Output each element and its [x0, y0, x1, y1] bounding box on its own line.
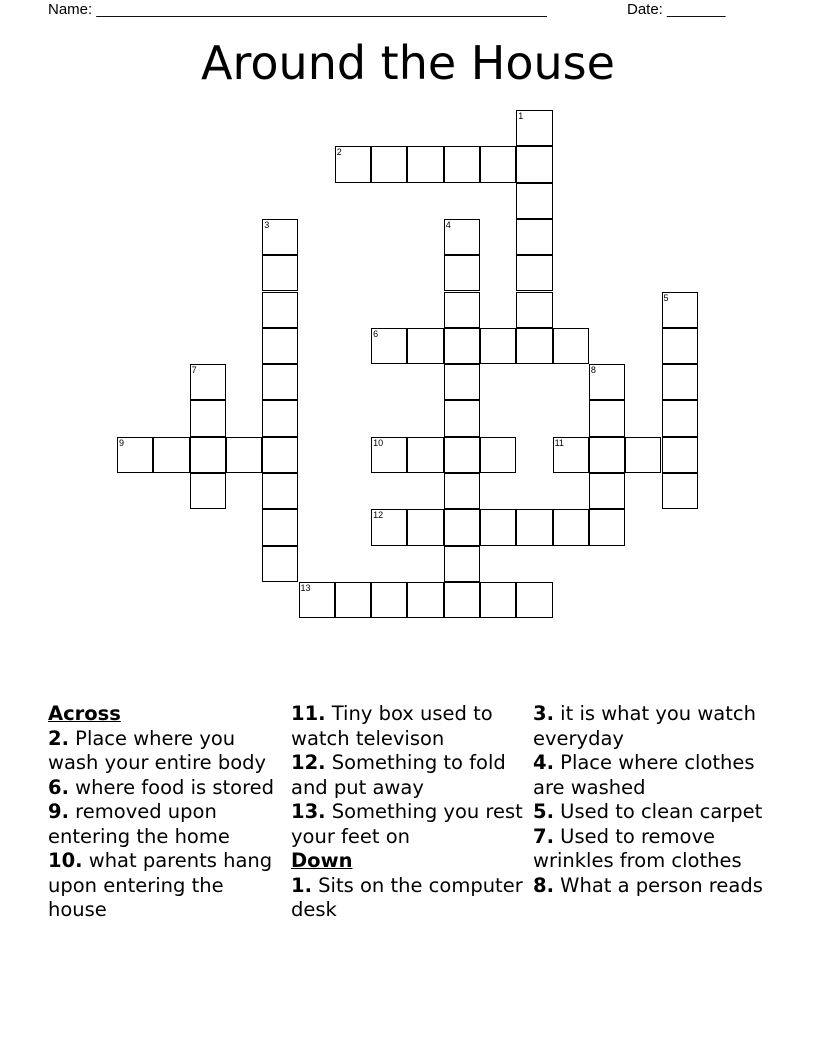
grid-cell[interactable] [190, 364, 226, 400]
grid-cell[interactable] [589, 509, 625, 545]
clue-down-1: 1. Sits on the computer desk [291, 873, 523, 921]
grid-cell[interactable] [589, 400, 625, 436]
clues-column-2 [291, 702, 531, 923]
clue-down-4: 4. Place where clothes are washed [533, 751, 755, 799]
clue-across-11: 11. Tiny box used to watch televison [291, 702, 493, 750]
clue-across-2: 2. Place where you wash your entire body [48, 726, 267, 774]
clue-down-7: 7. Used to remove wrinkles from clothes [533, 824, 742, 872]
grid-cell[interactable] [190, 437, 226, 473]
grid-cell[interactable] [662, 364, 698, 400]
grid-cell[interactable] [407, 328, 443, 364]
grid-cell[interactable] [662, 473, 698, 509]
grid-cell[interactable] [371, 437, 407, 473]
clue-across-13: 13. Something you rest your feet on [291, 800, 523, 848]
grid-cell[interactable] [662, 400, 698, 436]
grid-cell[interactable] [299, 582, 335, 618]
grid-cell[interactable] [480, 509, 516, 545]
grid-cell[interactable] [444, 219, 480, 255]
grid-cell[interactable] [553, 509, 589, 545]
date-field[interactable]: Date: _______ [627, 1, 726, 18]
clue-across-9: 9. removed upon entering the home [48, 800, 230, 848]
grid-cell[interactable] [190, 473, 226, 509]
grid-cell[interactable] [516, 509, 552, 545]
grid-cell[interactable] [480, 437, 516, 473]
cell-number: 10 [373, 437, 384, 448]
grid-cell[interactable] [662, 437, 698, 473]
cell-number: 8 [590, 365, 596, 376]
grid-cell[interactable] [516, 255, 552, 291]
grid-cell[interactable] [190, 400, 226, 436]
across-heading: Across [48, 702, 121, 725]
cell-number: 2 [336, 147, 342, 158]
grid-cell[interactable] [262, 219, 298, 255]
grid-cell[interactable] [444, 582, 480, 618]
grid-cell[interactable] [371, 328, 407, 364]
grid-cell[interactable] [444, 146, 480, 182]
clue-down-5: 5. Used to clean carpet [533, 800, 763, 823]
grid-cell[interactable] [444, 546, 480, 582]
grid-cell[interactable] [262, 473, 298, 509]
grid-cell[interactable] [516, 146, 552, 182]
grid-cell[interactable] [480, 328, 516, 364]
clue-down-8: 8. What a person reads [533, 873, 763, 897]
cell-number: 6 [373, 328, 379, 339]
down-heading: Down [291, 849, 353, 872]
grid-cell[interactable] [407, 146, 443, 182]
grid-cell[interactable] [117, 437, 153, 473]
grid-cell[interactable] [262, 437, 298, 473]
cell-number: 5 [663, 292, 669, 303]
grid-cell[interactable] [444, 473, 480, 509]
cell-number: 9 [119, 437, 125, 448]
grid-cell[interactable] [262, 255, 298, 291]
grid-cell[interactable] [444, 509, 480, 545]
grid-cell[interactable] [589, 437, 625, 473]
page-title: Around the House [201, 36, 615, 90]
grid-cell[interactable] [407, 582, 443, 618]
grid-cell[interactable] [516, 582, 552, 618]
grid-cell[interactable] [444, 364, 480, 400]
clues-column-3 [533, 702, 773, 898]
cell-number: 4 [445, 219, 451, 230]
grid-cell[interactable] [480, 146, 516, 182]
grid-cell[interactable] [662, 292, 698, 328]
grid-cell[interactable] [262, 364, 298, 400]
grid-cell[interactable] [262, 292, 298, 328]
cell-number: 7 [191, 365, 197, 376]
grid-cell[interactable] [589, 364, 625, 400]
grid-cell[interactable] [625, 437, 661, 473]
grid-cell[interactable] [335, 582, 371, 618]
grid-cell[interactable] [226, 437, 262, 473]
cell-number: 3 [264, 219, 270, 230]
grid-cell[interactable] [262, 328, 298, 364]
grid-cell[interactable] [444, 292, 480, 328]
cell-number: 11 [554, 437, 564, 448]
grid-cell[interactable] [662, 328, 698, 364]
grid-cell[interactable] [371, 582, 407, 618]
grid-cell[interactable] [444, 328, 480, 364]
grid-cell[interactable] [407, 437, 443, 473]
grid-cell[interactable] [371, 146, 407, 182]
grid-cell[interactable] [407, 509, 443, 545]
grid-cell[interactable] [262, 546, 298, 582]
grid-cell[interactable] [335, 146, 371, 182]
name-field[interactable]: Name: ______________________________________________________ [48, 1, 547, 18]
grid-cell[interactable] [516, 110, 552, 146]
cell-number: 12 [373, 510, 384, 521]
grid-cell[interactable] [516, 328, 552, 364]
grid-cell[interactable] [262, 400, 298, 436]
clue-across-10: 10. what parents hang upon entering the house [48, 849, 273, 921]
grid-cell[interactable] [516, 219, 552, 255]
grid-cell[interactable] [371, 509, 407, 545]
clue-across-12: 12. Something to fold and put away [291, 751, 506, 799]
grid-cell[interactable] [516, 292, 552, 328]
clues-column-1 [48, 702, 288, 923]
grid-cell[interactable] [516, 183, 552, 219]
grid-cell[interactable] [153, 437, 189, 473]
grid-cell[interactable] [553, 328, 589, 364]
grid-cell[interactable] [262, 509, 298, 545]
grid-cell[interactable] [444, 437, 480, 473]
grid-cell[interactable] [444, 255, 480, 291]
grid-cell[interactable] [553, 437, 589, 473]
grid-cell[interactable] [444, 400, 480, 436]
clue-down-3: 3. it is what you watch everyday [533, 702, 756, 750]
grid-cell[interactable] [480, 582, 516, 618]
grid-cell[interactable] [589, 473, 625, 509]
clue-across-6: 6. where food is stored [48, 775, 275, 799]
cell-number: 13 [300, 582, 311, 593]
cell-number: 1 [518, 111, 524, 121]
